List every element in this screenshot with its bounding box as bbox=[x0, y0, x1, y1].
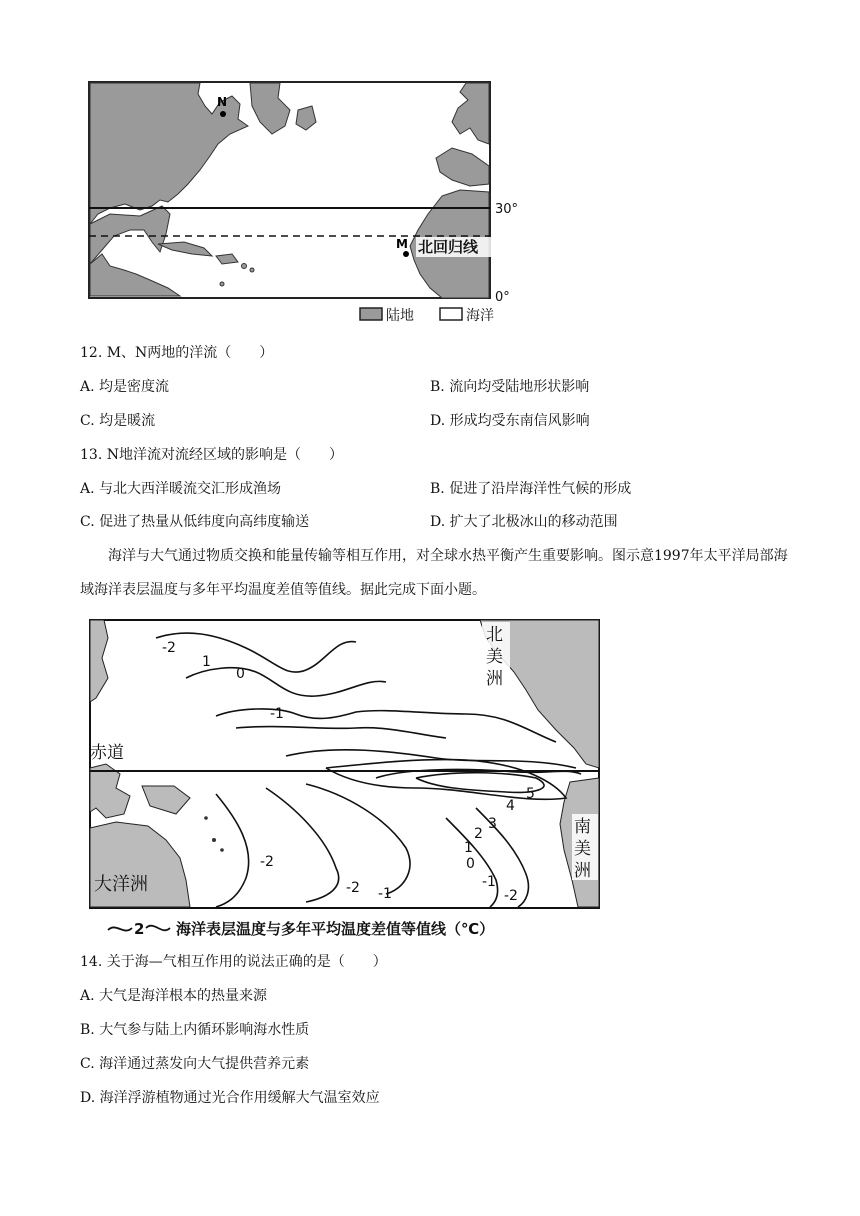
pacific-island bbox=[220, 848, 224, 852]
pacific-island bbox=[212, 838, 216, 842]
point-m-marker bbox=[403, 251, 409, 257]
contour-label: 5 bbox=[526, 786, 535, 802]
atlantic-map bbox=[80, 74, 530, 334]
lat-0-label: 0° bbox=[495, 290, 510, 305]
pacific-island bbox=[204, 816, 208, 820]
contour-label: 1 bbox=[202, 654, 211, 670]
question-12-option-a[interactable]: A. 均是密度流 bbox=[80, 379, 170, 395]
point-m-label: M bbox=[396, 237, 408, 251]
contour-label: 2 bbox=[474, 826, 483, 842]
question-12-option-c[interactable]: C. 均是暖流 bbox=[80, 413, 156, 429]
question-13-option-c[interactable]: C. 促进了热量从低纬度向高纬度输送 bbox=[80, 514, 310, 530]
contour-label: -1 bbox=[378, 886, 392, 902]
question-13-option-a[interactable]: A. 与北大西洋暖流交汇形成渔场 bbox=[80, 481, 282, 497]
legend-land-swatch bbox=[360, 308, 382, 320]
point-n-label: N bbox=[217, 95, 228, 109]
contour-label: -2 bbox=[504, 888, 518, 904]
question-12-option-b[interactable]: B. 流向均受陆地形状影响 bbox=[430, 379, 590, 395]
question-12-option-d[interactable]: D. 形成均受东南信风影响 bbox=[430, 413, 590, 429]
intro-paragraph: 海洋与大气通过物质交换和能量传输等相互作用，对全球水热平衡产生重要影响。图示意1997年太平洋局部海域海洋表层温度与多年平均温度差值等值线。据此完成下面小题。 bbox=[80, 548, 788, 598]
south-america-label-3: 洲 bbox=[574, 861, 591, 881]
contour-label: -2 bbox=[162, 640, 176, 656]
point-n-marker bbox=[220, 111, 226, 117]
lat-30-label: 30° bbox=[495, 202, 519, 217]
caribbean-island bbox=[242, 264, 247, 269]
contour-label: 1 bbox=[464, 840, 473, 856]
tropic-of-cancer-label: 北回归线 bbox=[418, 238, 479, 256]
question-14-option-d[interactable]: D. 海洋浮游植物通过光合作用缓解大气温室效应 bbox=[80, 1090, 380, 1106]
question-14-stem: 14. 关于海—气相互作用的说法正确的是（ ） bbox=[80, 954, 387, 970]
legend-land-label: 陆地 bbox=[386, 308, 414, 324]
contour-label: -1 bbox=[482, 874, 496, 890]
contour-label: 3 bbox=[488, 816, 497, 832]
question-14-option-b[interactable]: B. 大气参与陆上内循环影响海水性质 bbox=[80, 1022, 310, 1038]
caribbean-island bbox=[250, 268, 254, 272]
caption-contour-symbol bbox=[108, 927, 132, 930]
question-12-stem: 12. M、N两地的洋流（ ） bbox=[80, 345, 274, 361]
legend-ocean-swatch bbox=[440, 308, 462, 320]
south-america-label-1: 南 bbox=[574, 817, 591, 837]
caption-contour-symbol-end bbox=[146, 926, 170, 931]
equator-label: 赤道 bbox=[90, 743, 124, 763]
north-america-label-3: 洲 bbox=[486, 669, 503, 689]
north-america-label-2: 美 bbox=[486, 647, 503, 667]
contour-label: -1 bbox=[270, 706, 284, 722]
caribbean-island bbox=[220, 282, 224, 286]
contour-label: 4 bbox=[506, 798, 515, 814]
oceania-label: 大洋洲 bbox=[94, 874, 148, 895]
question-14-option-a[interactable]: A. 大气是海洋根本的热量来源 bbox=[80, 988, 268, 1004]
contour-label: 0 bbox=[236, 666, 245, 682]
contour-label: 0 bbox=[466, 856, 475, 872]
south-america-label-2: 美 bbox=[574, 839, 591, 859]
question-13-option-b[interactable]: B. 促进了沿岸海洋性气候的形成 bbox=[430, 481, 632, 497]
legend-ocean-label: 海洋 bbox=[466, 308, 494, 324]
pacific-sst-map bbox=[86, 618, 606, 944]
north-america-label-1: 北 bbox=[486, 625, 503, 645]
contour-label: -2 bbox=[260, 854, 274, 870]
map2-caption: 海洋表层温度与多年平均温度差值等值线（℃） bbox=[176, 920, 495, 938]
question-13-option-d[interactable]: D. 扩大了北极冰山的移动范围 bbox=[430, 514, 618, 530]
question-13-stem: 13. N地洋流对流经区域的影响是（ ） bbox=[80, 447, 343, 463]
caption-contour-value: 2 bbox=[134, 920, 145, 938]
contour-label: -2 bbox=[346, 880, 360, 896]
question-14-option-c[interactable]: C. 海洋通过蒸发向大气提供营养元素 bbox=[80, 1056, 310, 1072]
